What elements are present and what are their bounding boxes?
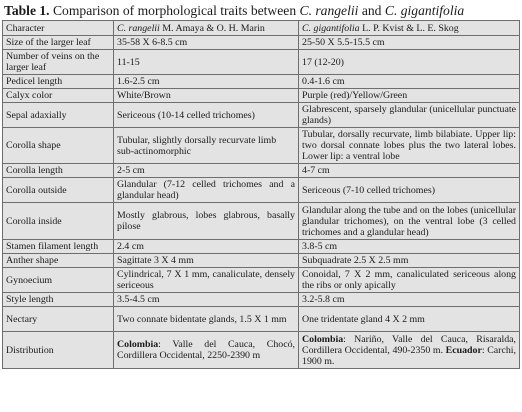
row-character: Size of the larger leaf [3, 36, 114, 50]
distribution-gigantifolia-text-2: : Carchi, 1900 m. [302, 344, 516, 367]
row-rangelii-value: 3.5-4.5 cm [114, 293, 299, 307]
caption-species-b: C. gigantifolia [384, 3, 465, 18]
table-row [3, 203, 520, 240]
row-gigantifolia-value: Purple (red)/Yellow/Green [299, 89, 520, 103]
row-rangelii-value: Sericeous (10-14 celled trichomes) [114, 103, 299, 128]
row-gigantifolia-value: Sericeous (7-10 celled trichomes) [299, 178, 520, 203]
row-gigantifolia-value: 25-50 X 5.5-15.5 cm [299, 36, 520, 50]
distribution-rangelii [114, 332, 299, 369]
header-gigantifolia-authority: L. P. Kvist & L. E. Skog [359, 22, 459, 34]
row-character: Corolla shape [3, 128, 114, 164]
row-gigantifolia-value: 3.8-5 cm [299, 240, 520, 254]
row-rangelii-value: 11-15 [114, 50, 299, 75]
row-gigantifolia-value: Conoidal, 7 X 2 mm, canaliculated sericeous along the ribs or only apically [299, 268, 520, 293]
row-rangelii-value: Cylindrical, 7 X 1 mm, canaliculate, densely sericeous [114, 268, 299, 293]
distribution-row [3, 332, 520, 369]
caption-text: Comparison of morphological traits between [49, 3, 300, 18]
row-character: Pedicel length [3, 75, 114, 89]
country-colombia: Colombia [302, 333, 344, 345]
table-row [3, 178, 520, 203]
distribution-gigantifolia [299, 332, 520, 369]
row-rangelii-value: Tubular, slightly dorsally recurvate limb sub-actinomorphic [114, 128, 299, 164]
table-row [3, 36, 520, 50]
row-character: Corolla inside [3, 203, 114, 240]
row-character: Number of veins on the larger leaf [3, 50, 114, 75]
row-rangelii-value: Mostly glabrous, lobes glabrous, basally pilose [114, 203, 299, 240]
row-rangelii-value: White/Brown [114, 89, 299, 103]
row-character: Nectary [3, 307, 114, 332]
caption-species-a: C. rangelii [299, 3, 359, 18]
row-character: Corolla length [3, 164, 114, 178]
row-gigantifolia-value: 3.2-5.8 cm [299, 293, 520, 307]
row-character: Corolla outside [3, 178, 114, 203]
row-gigantifolia-value: 17 (12-20) [299, 50, 520, 75]
row-character: Gynoecium [3, 268, 114, 293]
table-row [3, 89, 520, 103]
country-ecuador: Ecuador [445, 344, 482, 356]
table-row [3, 240, 520, 254]
row-gigantifolia-value: 0.4-1.6 cm [299, 75, 520, 89]
row-character: Sepal adaxially [3, 103, 114, 128]
row-rangelii-value: 1.6-2.5 cm [114, 75, 299, 89]
table-row [3, 254, 520, 268]
table-row [3, 50, 520, 75]
table-row [3, 268, 520, 293]
table-row [3, 164, 520, 178]
row-character: Calyx color [3, 89, 114, 103]
header-gigantifolia-name: C. gigantifolia [302, 22, 360, 34]
row-rangelii-value: 2.4 cm [114, 240, 299, 254]
row-character: Style length [3, 293, 114, 307]
header-row [3, 21, 520, 36]
table-row [3, 293, 520, 307]
row-gigantifolia-value: One tridentate gland 4 X 2 mm [299, 307, 520, 332]
row-gigantifolia-value: Glabrescent, sparsely glandular (unicellular punctuate glands) [299, 103, 520, 128]
row-gigantifolia-value: Tubular, dorsally recurvate, limb bilabiate. Upper lip: two dorsal connate lobes plus the two lateral lobes. Lower lip: a ventral lobe [299, 128, 520, 164]
row-character: Distribution [3, 332, 114, 369]
row-gigantifolia-value: Glandular along the tube and on the lobes (unicellular glandular trichomes), on the ventral lobe (3 celled trichomes and a glandular head) [299, 203, 520, 240]
table-row [3, 128, 520, 164]
distribution-rangelii-text: : Valle del Cauca, Chocó, Cordillera Occidental, 2250-2390 m [117, 339, 295, 361]
row-gigantifolia-value: Subquadrate 2.5 X 2.5 mm [299, 254, 520, 268]
comparison-table [2, 20, 520, 369]
row-character: Anther shape [3, 254, 114, 268]
table-row [3, 75, 520, 89]
table-caption [4, 2, 520, 20]
caption-label: Table 1. [4, 3, 50, 18]
row-rangelii-value: Glandular (7-12 celled trichomes and a glandular head) [114, 178, 299, 203]
table-row [3, 307, 520, 332]
row-gigantifolia-value: 4-7 cm [299, 164, 520, 178]
row-character: Stamen filament length [3, 240, 114, 254]
header-rangelii [114, 21, 299, 36]
row-rangelii-value: 35-58 X 6-8.5 cm [114, 36, 299, 50]
row-rangelii-value: Sagittate 3 X 4 mm [114, 254, 299, 268]
header-rangelii-name: C. rangelii [117, 22, 160, 34]
header-rangelii-authority: M. Amaya & O. H. Marin [159, 22, 265, 34]
row-rangelii-value: Two connate bidentate glands, 1.5 X 1 mm [114, 307, 299, 332]
header-gigantifolia [299, 21, 520, 36]
caption-conj: and [358, 3, 385, 18]
distribution-gigantifolia-text-1: : Nariño, Valle del Cauca, Risaralda, Cordillera Occidental, 490-2350 m. [302, 333, 516, 356]
row-rangelii-value: 2-5 cm [114, 164, 299, 178]
table-row [3, 103, 520, 128]
country-colombia: Colombia [117, 339, 159, 350]
header-character: Character [3, 21, 114, 36]
